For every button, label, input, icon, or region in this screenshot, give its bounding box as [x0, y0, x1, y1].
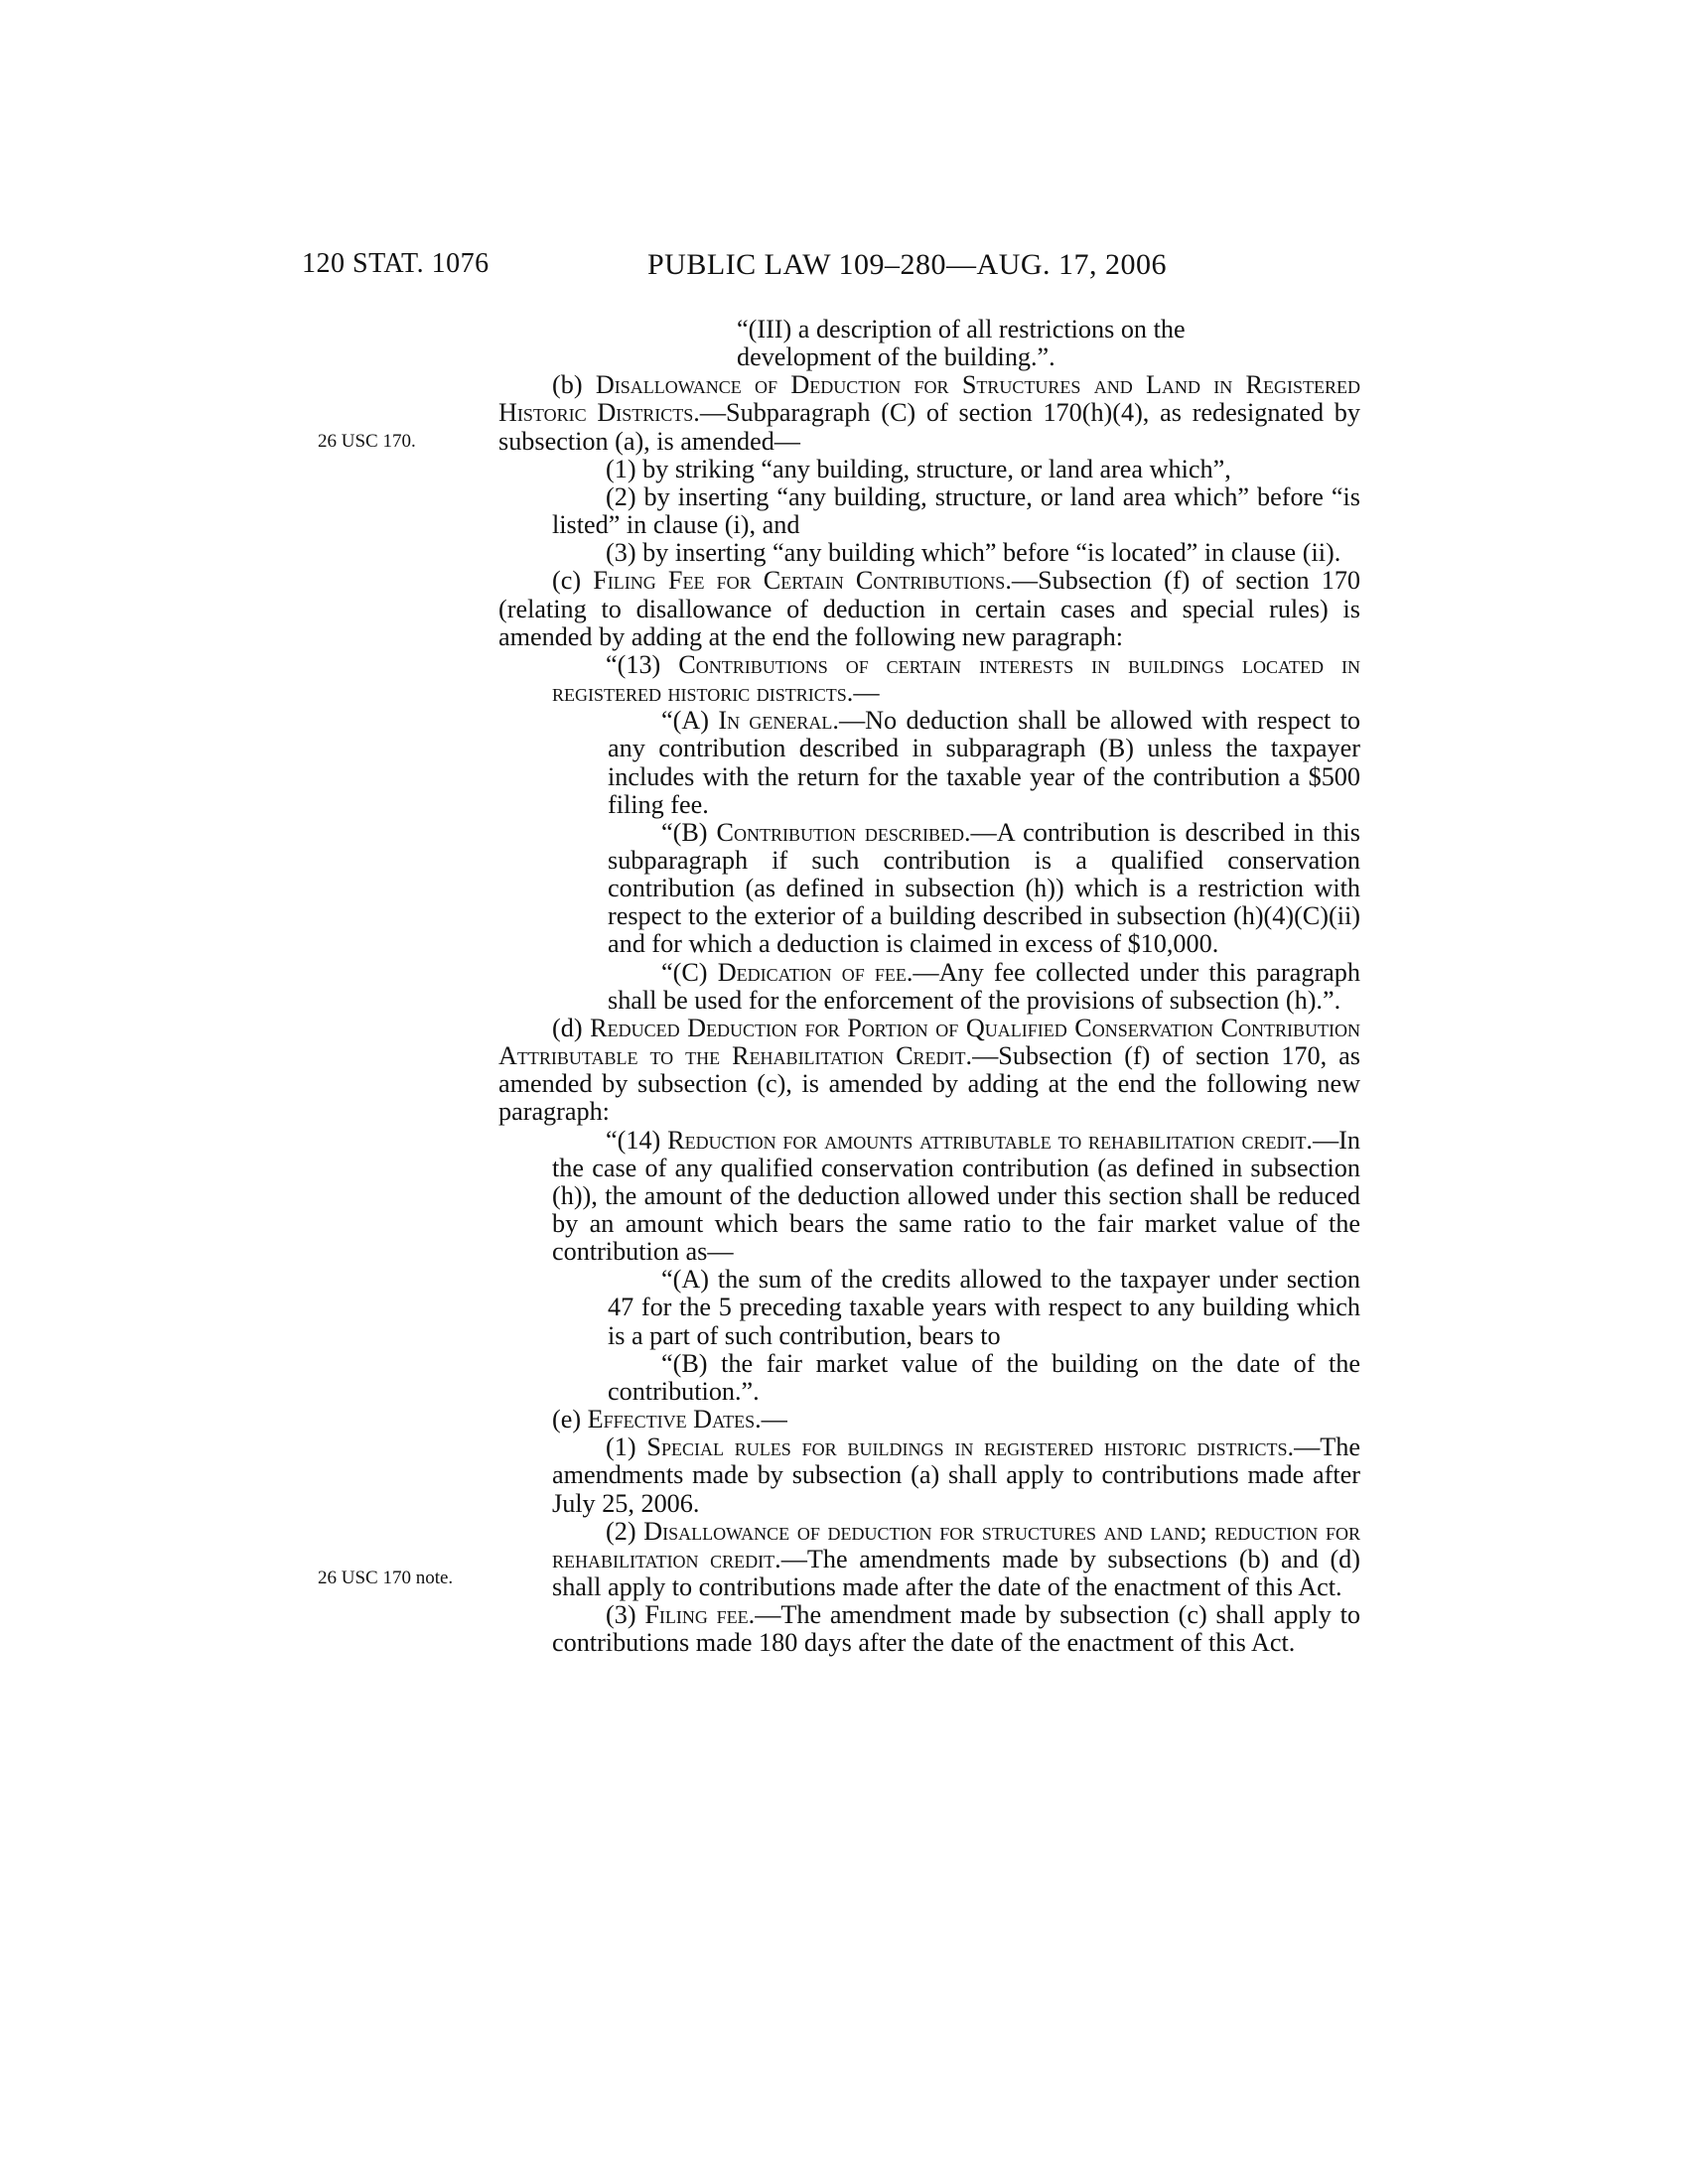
subsection-b-text: —Subparagraph (C) of section 170(h)(4), as redesignated by subsection (a), is amended—: [498, 398, 1360, 456]
subparagraph-13a-heading: In general.: [718, 706, 839, 736]
paragraph-e3-text: —The amendment made by subsection (c) shall apply to contributions made 180 days after the date of the enactment of this Act.: [552, 1600, 1361, 1658]
subsection-b: [498, 371, 1360, 455]
paragraph-e3-label: (3): [606, 1600, 636, 1630]
margin-note-usc-170: 26 USC 170.: [318, 431, 416, 452]
paragraph-13-text: —: [853, 678, 880, 708]
subparagraph-13c-label: “(C): [661, 957, 708, 987]
paragraph-e1: [498, 1433, 1360, 1517]
paragraph-b3: (3) by inserting “any building which” before “is located” in clause (ii).: [606, 538, 1341, 568]
paragraph-14: [498, 1127, 1360, 1267]
stat-reference: 120 STAT. 1076: [302, 248, 490, 279]
subsection-d-label: (d): [552, 1013, 583, 1042]
paragraph-e1-text: —The amendments made by subsection (a) shall apply to contributions made after July 25, 2006.: [552, 1433, 1360, 1518]
subsection-e-text: —: [761, 1405, 787, 1434]
paragraph-b1: (1) by striking “any building, structure, or land area which”,: [606, 454, 1231, 483]
subsection-e: [498, 1406, 1360, 1433]
paragraph-e2: [498, 1518, 1360, 1601]
subsection-d-text: —Subsection (f) of section 170, as amended by subsection (c), is amended by adding at the end the following new paragraph:: [498, 1041, 1360, 1127]
paragraph-14-text: —In the case of any qualified conservation contribution (as defined in subsection (h)), the amount of the deduction allowed under this section shall be reduced by an amount which bears the same ratio to the fair market value of the contribution as—: [552, 1125, 1360, 1267]
subparagraph-13a-text: —No deduction shall be allowed with respect to any contribution described in subparagraph (B) unless the taxpayer includes with the return for the taxable year of the contribution a $500 filing fee.: [608, 706, 1360, 819]
subsection-b-label: (b): [552, 370, 583, 400]
subsection-b-heading: Disallowance of Deduction for Structures and Land in Registered Historic Districts.: [498, 370, 1361, 428]
subsection-d-heading: Reduced Deduction for Portion of Qualified Conservation Contribution Attributable to the Rehabilitation Credit.: [498, 1013, 1361, 1071]
clause-iii-line1: “(III) a description of all restrictions on the: [737, 315, 1186, 343]
subsection-c: [498, 567, 1360, 650]
subsection-c-label: (c): [552, 566, 582, 596]
subparagraph-13b-label: “(B): [661, 817, 708, 847]
subsection-d: [498, 1015, 1360, 1127]
subparagraph-13c-heading: Dedication of fee.: [717, 957, 914, 987]
paragraph-14-label: “(14): [606, 1125, 661, 1155]
subsection-c-heading: Filing Fee for Certain Contributions.: [593, 566, 1012, 596]
paragraph-14-heading: Reduction for amounts attributable to rehabilitation credit.: [667, 1125, 1313, 1155]
paragraph-13: [498, 651, 1360, 707]
paragraph-e3: [498, 1601, 1360, 1657]
subparagraph-13c-text: —Any fee collected under this paragraph shall be used for the enforcement of the provisions of subsection (h).”.: [608, 957, 1360, 1015]
subparagraph-13a: [498, 707, 1360, 819]
paragraph-b2: (2) by inserting “any building, structure, or land area which” before “is listed” in clause (i), and: [552, 481, 1360, 540]
page-header-title: PUBLIC LAW 109–280—AUG. 17, 2006: [647, 248, 1168, 281]
paragraph-13-label: “(13): [606, 649, 661, 679]
paragraph-e2-label: (2): [606, 1516, 636, 1546]
subparagraph-14a: “(A) the sum of the credits allowed to the taxpayer under section 47 for the 5 preceding taxable years with respect to any building which is a part of such contribution, bears to: [608, 1265, 1360, 1350]
paragraph-e1-label: (1): [606, 1433, 636, 1462]
subsection-c-text: —Subsection (f) of section 170 (relating to disallowance of deduction in certain cases and special rules) is amended by adding at the end the following new paragraph:: [498, 566, 1361, 651]
subparagraph-13c: [498, 959, 1360, 1015]
paragraph-e2-text: —The amendments made by subsections (b) and (d) shall apply to contributions made after the date of the enactment of this Act.: [552, 1544, 1360, 1602]
clause-iii-line2: development of the building.”.: [737, 342, 1055, 372]
paragraph-e2-heading: Disallowance of deduction for structures and land; reduction for rehabilitation credit.: [552, 1516, 1360, 1573]
paragraph-e3-heading: Filing fee.: [644, 1600, 756, 1630]
subsection-e-heading: Effective Dates.: [587, 1405, 762, 1434]
paragraph-13-heading: Contributions of certain interests in buildings located in registered historic districts.: [552, 649, 1361, 708]
subparagraph-13b: [498, 819, 1360, 959]
paragraph-e1-heading: Special rules for buildings in registered historic districts.: [646, 1433, 1295, 1462]
subparagraph-13a-label: “(A): [661, 706, 709, 736]
subparagraph-13b-text: —A contribution is described in this subparagraph if such contribution is a qualified conservation contribution (as defined in subsection (h)) which is a restriction with respect to the exterior of a building described in subsection (h)(4)(C)(ii) and for which a deduction is claimed in excess of $10,000.: [608, 817, 1360, 959]
statute-body: [498, 316, 1360, 1658]
subparagraph-13b-heading: Contribution described.: [716, 817, 971, 847]
subsection-e-label: (e): [552, 1405, 582, 1434]
margin-note-usc-170-note: 26 USC 170 note.: [318, 1568, 454, 1588]
subparagraph-14b: “(B) the fair market value of the building on the date of the contribution.”.: [608, 1348, 1360, 1406]
